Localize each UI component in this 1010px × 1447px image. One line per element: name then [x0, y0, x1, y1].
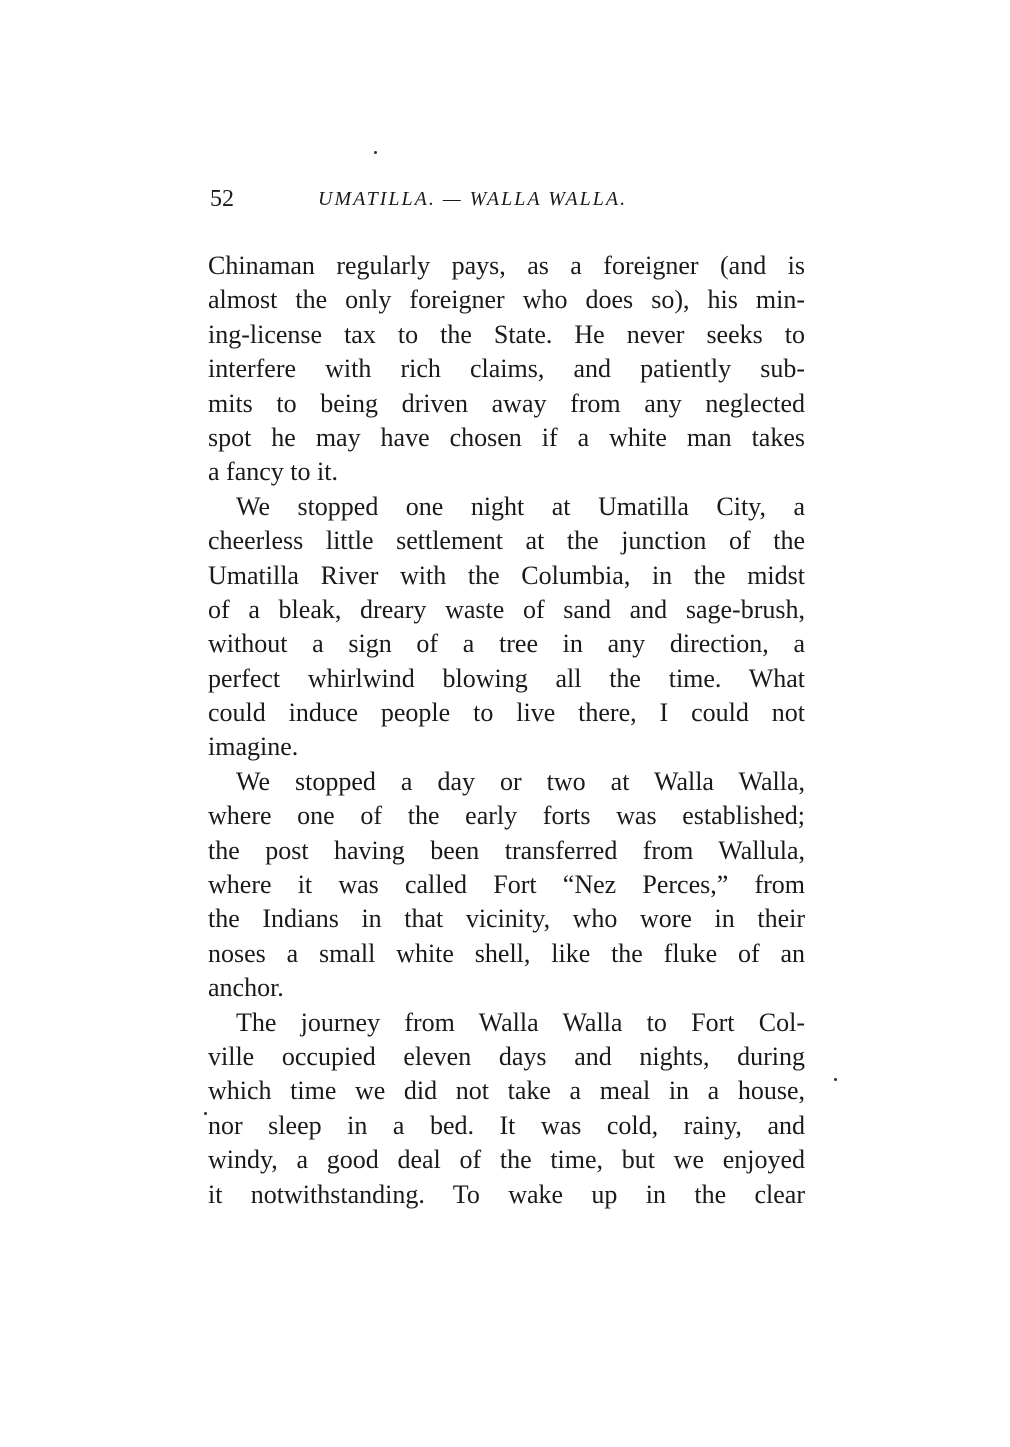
text-line: Umatilla River with the Columbia, in the midst — [208, 560, 805, 590]
print-speck — [204, 1112, 207, 1115]
body-text — [208, 249, 805, 1212]
page-header — [210, 184, 810, 214]
text-line: mits to being driven away from any neglected — [208, 388, 805, 418]
text-line: of a bleak, dreary waste of sand and sage-brush, — [208, 594, 805, 624]
text-line: it notwithstanding. To wake up in the clear — [208, 1179, 805, 1209]
text-line: ing-license tax to the State. He never seeks to — [208, 319, 805, 349]
print-speck — [834, 1078, 837, 1081]
text-line: We stopped one night at Umatilla City, a — [236, 491, 805, 521]
text-line: nor sleep in a bed. It was cold, rainy, and — [208, 1110, 805, 1140]
text-line: almost the only foreigner who does so), his min- — [208, 285, 805, 315]
text-line: Chinaman regularly pays, as a foreigner (and is — [208, 251, 805, 280]
text-line: a fancy to it. — [208, 457, 338, 487]
text-line: perfect whirlwind blowing all the time. What — [208, 663, 805, 693]
text-line: which time we did not take a meal in a house, — [208, 1076, 805, 1106]
text-line: where one of the early forts was established; — [208, 801, 805, 831]
text-line: The journey from Walla Walla to Fort Col- — [236, 1007, 805, 1037]
page-number: 52 — [210, 186, 234, 212]
text-line: imagine. — [208, 732, 299, 762]
text-line: interfere with rich claims, and patiently sub- — [208, 354, 805, 384]
text-line: could induce people to live there, I could not — [208, 698, 805, 728]
text-line: where it was called Fort “Nez Perces,” from — [208, 870, 805, 900]
print-speck — [374, 151, 377, 154]
text-line: cheerless little settlement at the junction of the — [208, 526, 805, 556]
text-line: ville occupied eleven days and nights, during — [208, 1041, 805, 1071]
text-line: windy, a good deal of the time, but we enjoyed — [208, 1145, 805, 1175]
text-line: without a sign of a tree in any direction, a — [208, 629, 805, 659]
text-line: We stopped a day or two at Walla Walla, — [236, 766, 805, 796]
running-head: UMATILLA. — WALLA WALLA. — [318, 188, 628, 210]
text-line: anchor. — [208, 973, 284, 1003]
text-line: the Indians in that vicinity, who wore in their — [208, 904, 805, 934]
text-line: the post having been transferred from Wallula, — [208, 835, 805, 865]
text-line: noses a small white shell, like the fluke of an — [208, 938, 805, 968]
text-line: spot he may have chosen if a white man takes — [208, 422, 805, 452]
